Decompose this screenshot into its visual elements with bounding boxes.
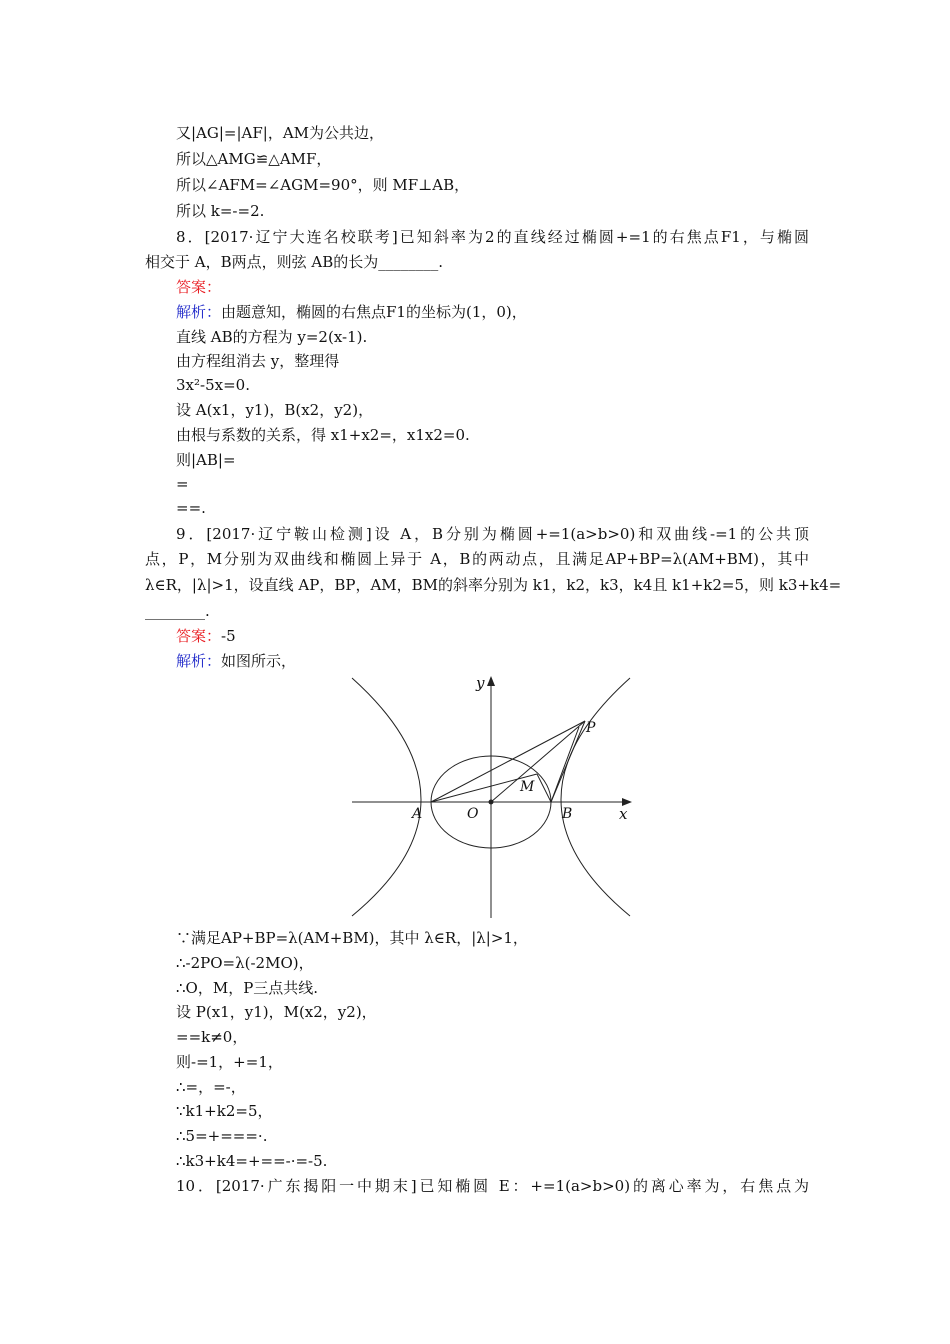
hyperbola-left-branch: [352, 678, 421, 916]
question-10-stem: 10．[2017·广东揭阳一中期末]已知椭圆 E：+=1(a>b>0)的离心率为，右焦点为: [176, 1177, 809, 1195]
hyperbola-right-branch: [561, 678, 630, 916]
origin-point: [489, 800, 494, 805]
analysis-label: 解析：: [176, 652, 222, 670]
step-line: ∴=，=-，: [176, 1078, 246, 1096]
question-9-stem-cont: 点，P，M分别为双曲线和椭圆上异于 A，B的两动点，且满足AP+BP=λ(AM+BM)，其中: [145, 550, 809, 568]
answer-label: 答案：: [176, 278, 222, 296]
step-line: 由方程组消去 y，整理得: [176, 352, 340, 370]
text-line: 又|AG|=|AF|，AM为公共边，: [176, 124, 385, 142]
answer-label: 答案：: [176, 627, 222, 645]
step-line: 3x²-5x=0.: [176, 376, 250, 394]
step-line: ∵k1+k2=5，: [176, 1102, 273, 1120]
label-B: B: [562, 806, 573, 822]
label-x: x: [619, 805, 628, 823]
step-line: ∵满足AP+BP=λ(AM+BM)，其中 λ∈R，|λ|>1，: [176, 929, 528, 947]
step-line: ∴O，M，P三点共线.: [176, 979, 319, 997]
analysis-line: [176, 651, 296, 671]
label-A: A: [412, 806, 423, 822]
text-line: 所以 k=-=2.: [176, 202, 265, 220]
question-9-blank: ________.: [145, 602, 210, 620]
step-line: ==.: [176, 499, 206, 517]
step-line: 则|AB|=: [176, 451, 236, 469]
analysis-label: 解析：: [176, 303, 222, 321]
question-8-stem: 8．[2017·辽宁大连名校联考]已知斜率为2的直线经过椭圆+=1的右焦点F1，与椭圆: [176, 228, 809, 246]
label-O: O: [467, 806, 479, 822]
step-line: 则-=1，+=1，: [176, 1053, 283, 1071]
answer-line: [176, 626, 236, 646]
analysis-text: 由题意知，椭圆的右焦点F1的坐标为(1，0)，: [221, 303, 527, 321]
step-line: 直线 AB的方程为 y=2(x-1).: [176, 328, 368, 346]
question-9-stem-cont: λ∈R，|λ|>1，设直线 AP，BP，AM，BM的斜率分别为 k1，k2，k3，k4且 k1+k2=5，则 k3+k4=: [145, 576, 842, 594]
label-M: M: [520, 779, 535, 795]
step-line: ==k≠0，: [176, 1028, 248, 1046]
step-line: ∴k3+k4=+==-·=-5.: [176, 1152, 328, 1170]
segment-BP: [551, 721, 585, 802]
step-line: 设 A(x1，y1)，B(x2，y2)，: [176, 401, 374, 419]
step-line: 设 P(x1，y1)，M(x2，y2)，: [176, 1003, 377, 1021]
label-P: P: [586, 720, 596, 736]
analysis-line: [176, 302, 527, 322]
y-axis-arrow: [487, 676, 495, 686]
step-line: 由根与系数的关系，得 x1+x2=，x1x2=0.: [176, 426, 470, 444]
question-8-stem-cont: 相交于 A，B两点，则弦 AB的长为________.: [145, 253, 444, 271]
answer-value: -5: [221, 627, 236, 645]
text-line: 所以△AMG≌△AMF，: [176, 150, 332, 168]
segment-OP: [491, 721, 585, 802]
text-line: 所以∠AFM=∠AGM=90°，则 MF⊥AB，: [176, 176, 470, 194]
step-line: ∴5=+===·.: [176, 1127, 268, 1145]
label-y: y: [476, 674, 485, 692]
analysis-text: 如图所示，: [221, 652, 297, 670]
step-line: =: [176, 475, 189, 493]
ellipse-hyperbola-figure: [348, 672, 634, 922]
segment-BM: [537, 774, 551, 802]
step-line: ∴-2PO=λ(-2MO)，: [176, 954, 314, 972]
question-9-stem: 9．[2017·辽宁鞍山检测]设 A，B分别为椭圆+=1(a>b>0)和双曲线-=1的公共顶: [176, 525, 809, 543]
